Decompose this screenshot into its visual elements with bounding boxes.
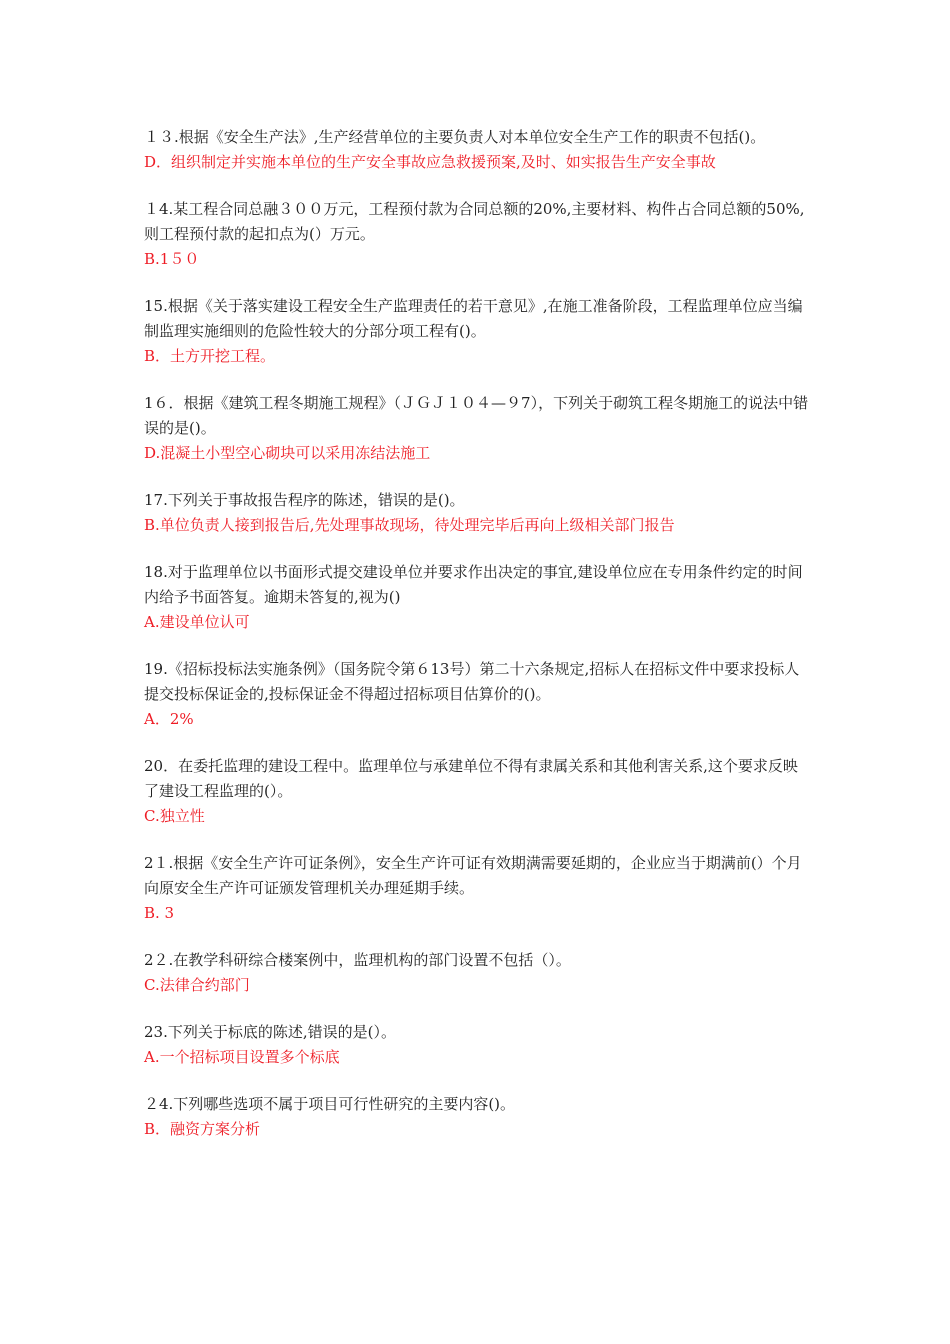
question-text: 15.根据《关于落实建设工程安全生产监理责任的若干意见》,在施工准备阶段，工程监理单位应当编制监理实施细则的危险性较大的分部分项工程有()。 [144, 297, 803, 340]
answer-text: B．土方开挖工程。 [144, 347, 276, 365]
question-item [144, 657, 812, 732]
answer-text: B. 3 [144, 904, 175, 922]
question-item [144, 754, 812, 829]
answer-text: C.法律合约部门 [144, 976, 250, 994]
question-text: 19.《招标投标法实施条例》（国务院令第６13号）第二十六条规定,招标人在招标文件中要求投标人提交投标保证金的,投标保证金不得超过招标项目估算价的()。 [144, 660, 800, 703]
answer-text: B．融资方案分析 [144, 1120, 261, 1138]
question-item [144, 197, 812, 272]
answer-text: B.单位负责人接到报告后,先处理事故现场，待处理完毕后再向上级相关部门报告 [144, 516, 675, 534]
question-item [144, 125, 812, 175]
question-text: 23.下列关于标底的陈述,错误的是(）。 [144, 1023, 396, 1041]
answer-text: A.建设单位认可 [144, 613, 250, 631]
question-text: 18.对于监理单位以书面形式提交建设单位并要求作出决定的事宜,建设单位应在专用条件约定的时间内给予书面答复。逾期未答复的,视为() [144, 563, 803, 606]
question-text: 2１.根据《安全生产许可证条例》，安全生产许可证有效期满需要延期的，企业应当于期满前(）个月向原安全生产许可证颁发管理机关办理延期手续。 [144, 854, 802, 897]
answer-text: D．组织制定并实施本单位的生产安全事故应急救援预案,及时、如实报告生产安全事故 [144, 153, 716, 171]
answer-text: C.独立性 [144, 807, 205, 825]
question-text: 2２.在教学科研综合楼案例中，监理机构的部门设置不包括（）。 [144, 951, 571, 969]
question-item [144, 294, 812, 369]
question-item [144, 488, 812, 538]
question-item [144, 560, 812, 635]
answer-text: A.一个招标项目设置多个标底 [144, 1048, 340, 1066]
question-text: 20．在委托监理的建设工程中。监理单位与承建单位不得有隶属关系和其他利害关系,这个要求反映了建设工程监理的(）。 [144, 757, 798, 800]
question-text: 17.下列关于事故报告程序的陈述，错误的是()。 [144, 491, 465, 509]
question-item [144, 391, 812, 466]
answer-text: D.混凝土小型空心砌块可以采用冻结法施工 [144, 444, 431, 462]
question-item [144, 948, 812, 998]
question-item [144, 851, 812, 926]
question-text: 1６．根据《建筑工程冬期施工规程》（ＪＧＪ１０４—９7），下列关于砌筑工程冬期施工的说法中错误的是()。 [144, 394, 809, 437]
question-text: １３.根据《安全生产法》,生产经营单位的主要负责人对本单位安全生产工作的职责不包括()。 [144, 128, 766, 146]
document-page [144, 125, 812, 1164]
question-item [144, 1092, 812, 1142]
answer-text: B.1５０ [144, 250, 200, 268]
question-text: １4.某工程合同总融３００万元，工程预付款为合同总额的20%,主要材料、构件占合同总额的50%,则工程预付款的起扣点为(）万元。 [144, 200, 805, 243]
question-item [144, 1020, 812, 1070]
question-text: ２4.下列哪些选项不属于项目可行性研究的主要内容()。 [144, 1095, 516, 1113]
answer-text: A．2% [144, 710, 194, 728]
